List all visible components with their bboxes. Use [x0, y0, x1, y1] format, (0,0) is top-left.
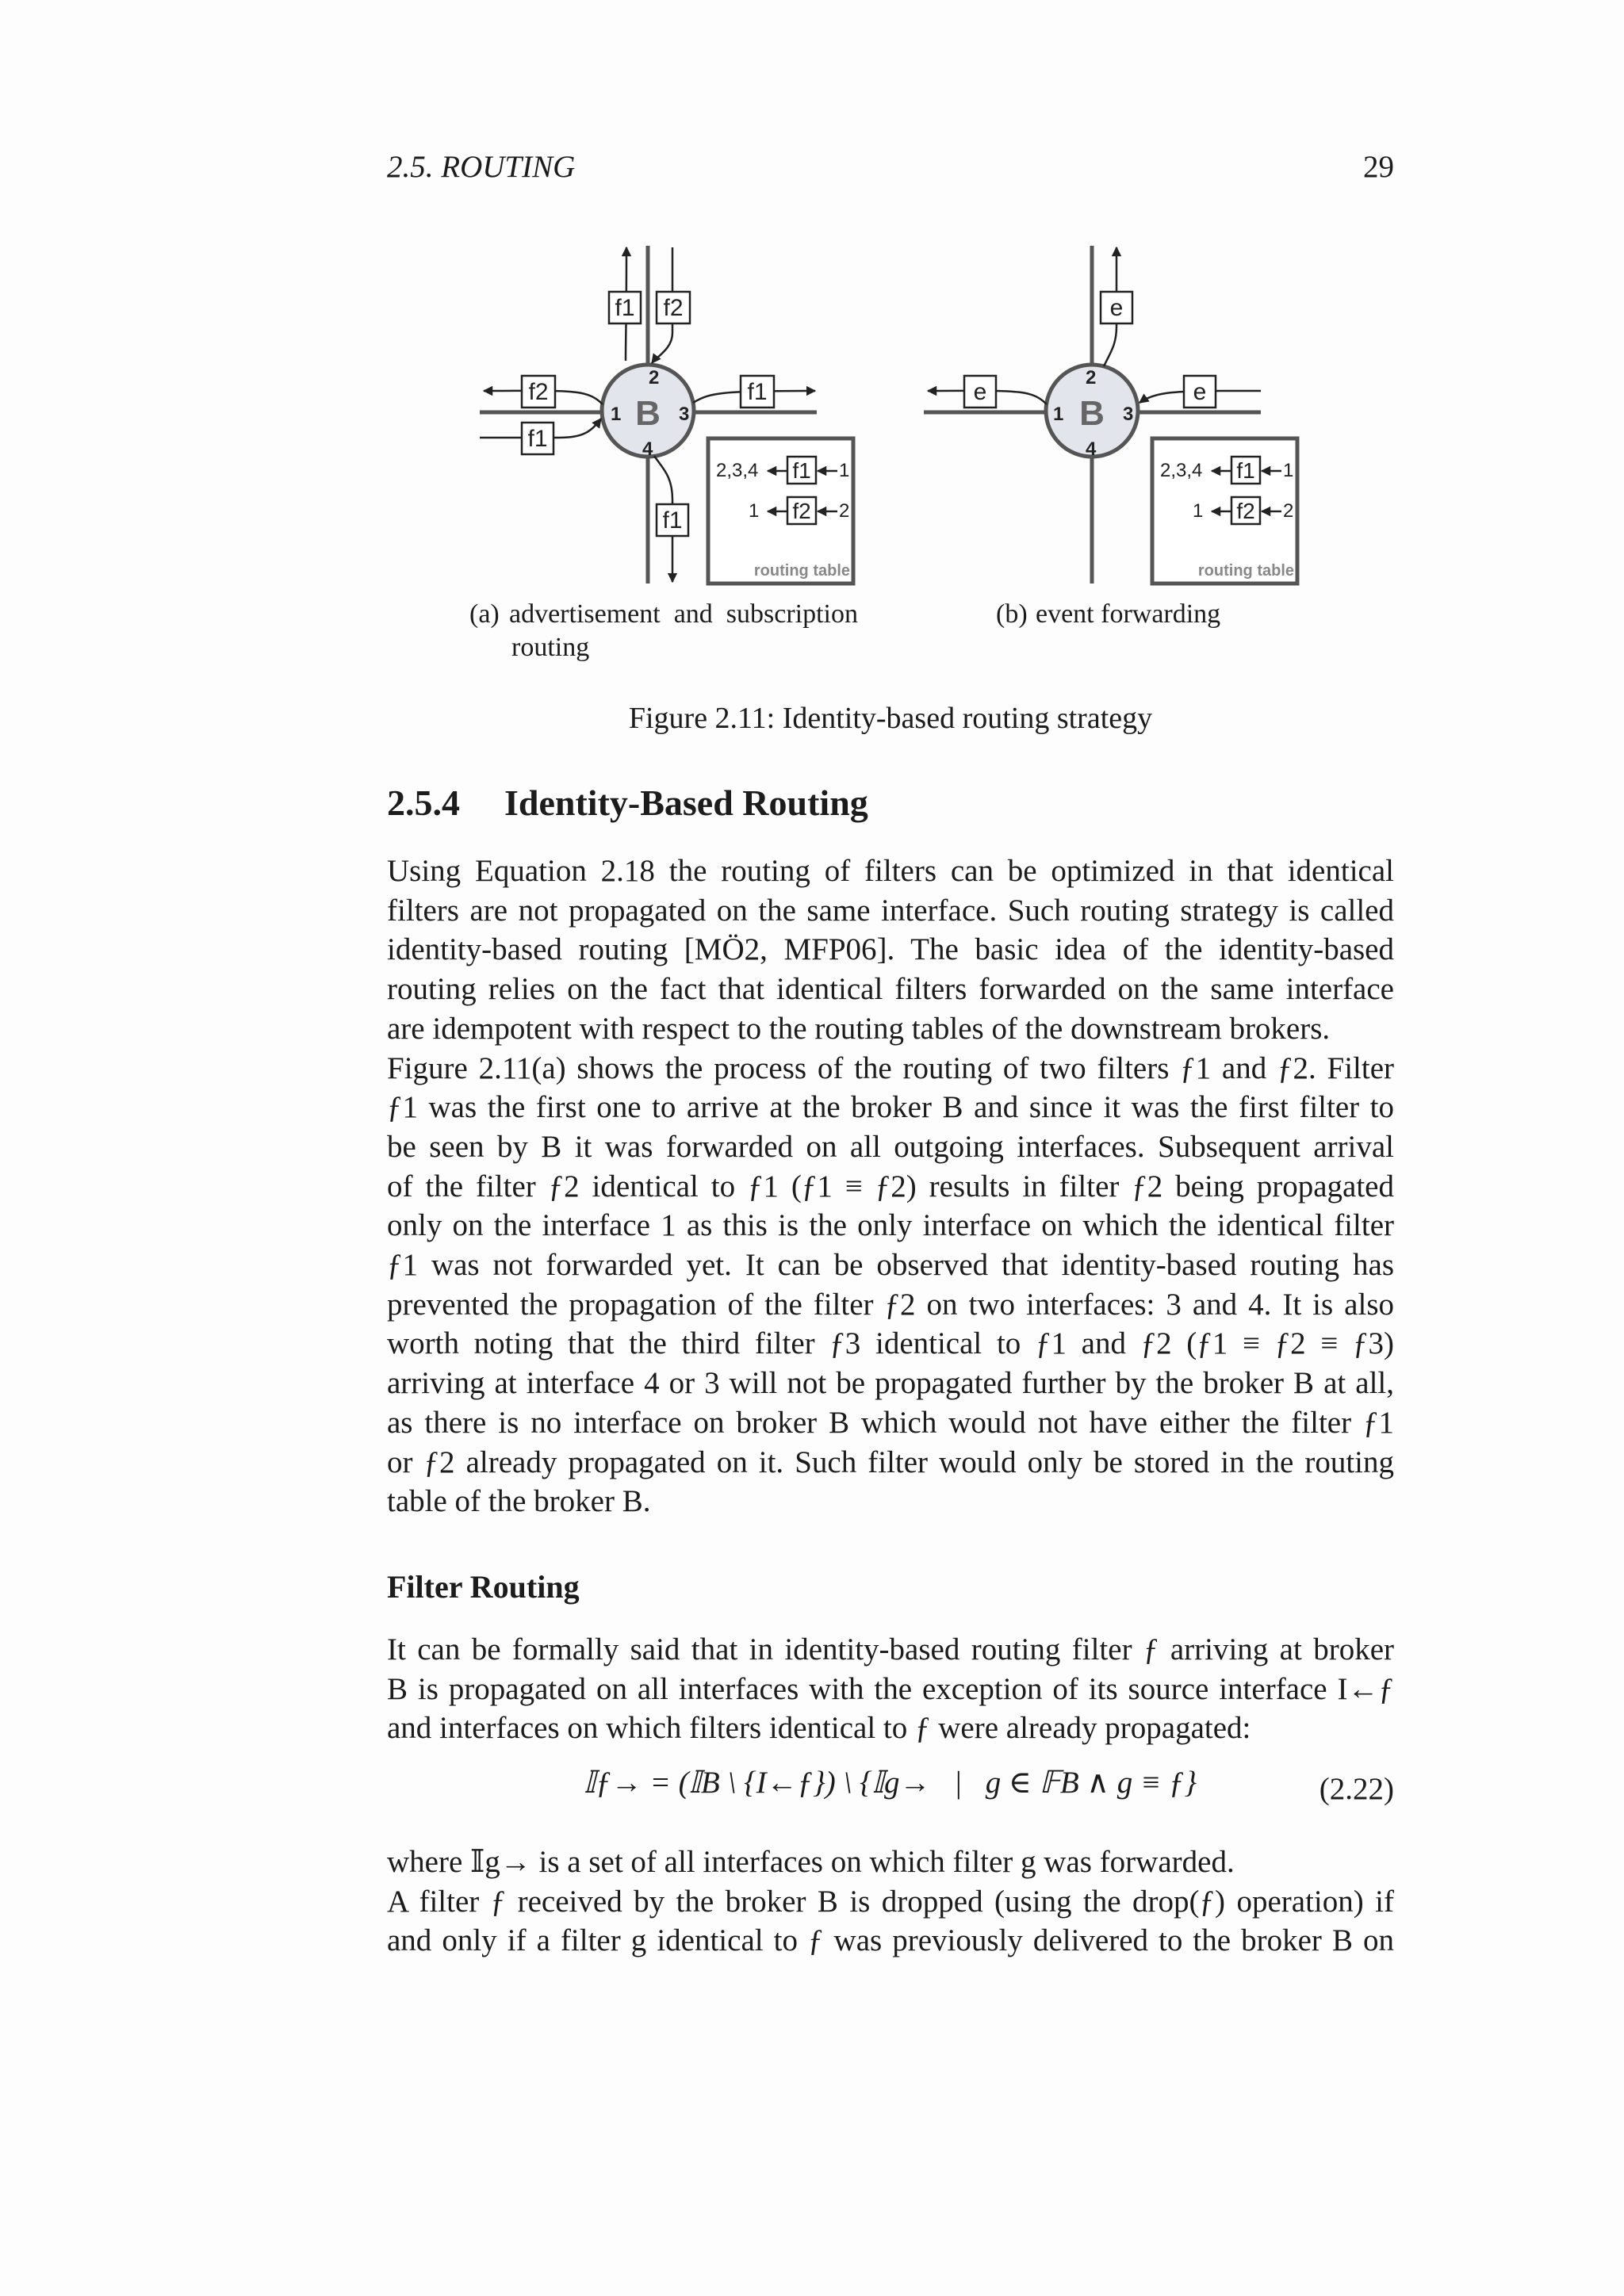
routing-table-title: routing table — [1197, 562, 1294, 580]
subcaption-text: advertisement and subscription — [509, 599, 859, 629]
table-filter: f2 — [792, 499, 811, 523]
text-line: where 𝕀g→ is a set of all interfaces on which filter g was forwarded. — [387, 1845, 1235, 1879]
body-paragraph — [387, 851, 1394, 1521]
text-line: filters are not propagated on the same interface. Such routing strategy is called — [387, 893, 1394, 928]
routing-table-title: routing table — [753, 562, 850, 580]
figure-caption: Figure 2.11: Identity-based routing strategy — [628, 702, 1153, 735]
text-line: table of the broker B. — [387, 1484, 651, 1519]
table-out: 2,3,4 — [716, 460, 759, 481]
message-box: e — [1109, 295, 1124, 321]
table-in: 2 — [839, 500, 850, 522]
table-filter: f1 — [792, 458, 811, 483]
port-label: 1 — [611, 404, 622, 425]
routing-figure — [0, 230, 1624, 603]
port-label: 1 — [1053, 404, 1064, 425]
port-label: 3 — [679, 404, 690, 425]
table-out: 1 — [1193, 500, 1204, 522]
table-in: 2 — [1283, 500, 1294, 522]
text-line: B is propagated on all interfaces with the exception of its source interface I←ƒ — [387, 1671, 1394, 1706]
text-line: or ƒ2 already propagated on it. Such filter would only be stored in the routing — [387, 1445, 1394, 1479]
text-line: A filter ƒ received by the broker B is dropped (using the drop(ƒ) operation) if — [387, 1884, 1394, 1919]
text-line: and only if a filter g identical to ƒ was previously delivered to the broker B on — [387, 1923, 1394, 1958]
text-line: as there is no interface on broker B which would not have either the filter ƒ1 — [387, 1405, 1394, 1440]
page-number: 29 — [1363, 150, 1394, 184]
text-line: prevented the propagation of the filter ƒ2 on two interfaces: 3 and 4. It is also — [387, 1287, 1394, 1322]
broker-label-b: B — [1079, 394, 1105, 433]
text-line: It can be formally said that in identity-based routing filter ƒ arriving at broker — [387, 1632, 1394, 1667]
subcaption-b — [996, 598, 1297, 631]
running-title: 2.5. ROUTING — [387, 150, 576, 184]
text-line: only on the interface 1 as this is the only interface on which the identical filter — [387, 1208, 1394, 1243]
message-box: f1 — [747, 379, 768, 405]
text-line: and interfaces on which filters identical to ƒ were already propagated: — [387, 1711, 1251, 1746]
broker-label-a: B — [635, 394, 661, 433]
text-line: are idempotent with respect to the routing tables of the downstream brokers. — [387, 1011, 1331, 1046]
text-line: be seen by B it was forwarded on all outgoing interfaces. Subsequent arrival — [387, 1129, 1394, 1164]
text-line: Figure 2.11(a) shows the process of the routing of two filters ƒ1 and ƒ2. Filter — [387, 1050, 1394, 1085]
port-label: 4 — [642, 438, 653, 460]
message-box: f2 — [663, 295, 684, 321]
message-box: e — [973, 379, 987, 405]
text-line: Using Equation 2.18 the routing of filters can be optimized in that identical — [387, 854, 1394, 888]
body-paragraph — [387, 1630, 1394, 1748]
table-filter: f1 — [1236, 458, 1255, 483]
body-paragraph — [387, 1843, 1394, 1961]
subcaption-label: (b) — [996, 599, 1028, 629]
section-title: Identity-Based Routing — [504, 783, 868, 823]
message-box: f1 — [527, 426, 548, 452]
message-box: f1 — [615, 295, 635, 321]
text-line: of the filter ƒ2 identical to ƒ1 (ƒ1 ≡ ƒ2) results in filter ƒ2 being propagated — [387, 1169, 1394, 1203]
text-line: ƒ1 was not forwarded yet. It can be observed that identity-based routing has — [387, 1248, 1394, 1283]
running-head — [387, 149, 1394, 189]
port-label: 4 — [1086, 438, 1097, 460]
subcaption-a — [469, 598, 882, 664]
table-in: 1 — [839, 460, 850, 481]
port-label: 3 — [1123, 404, 1134, 425]
text-line: worth noting that the third filter ƒ3 identical to ƒ1 and ƒ2 (ƒ1 ≡ ƒ2 ≡ ƒ3) — [387, 1326, 1394, 1361]
table-in: 1 — [1283, 460, 1294, 481]
subcaption-text: event forwarding — [1036, 599, 1221, 629]
message-box: f1 — [662, 507, 683, 534]
table-filter: f2 — [1236, 499, 1255, 523]
panel-a-diagram — [480, 246, 853, 584]
message-box: e — [1193, 379, 1207, 405]
text-line: arriving at interface 4 or 3 will not be propagated further by the broker B at all, — [387, 1366, 1394, 1401]
table-out: 2,3,4 — [1160, 460, 1203, 481]
text-line: ƒ1 was the first one to arrive at the broker B and since it was the first filter to — [387, 1090, 1394, 1125]
port-label: 2 — [649, 367, 660, 388]
subcaption-label: (a) — [469, 599, 500, 629]
message-box: f2 — [528, 379, 549, 405]
subsection-heading: Filter Routing — [387, 1569, 580, 1605]
table-out: 1 — [749, 500, 760, 522]
equation — [387, 1758, 1394, 1814]
text-line: identity-based routing [MÖ2, MFP06]. The basic idea of the identity-based — [387, 932, 1394, 967]
panel-b-diagram — [924, 246, 1297, 584]
equation-number: (2.22) — [1319, 1772, 1394, 1806]
section-number: 2.5.4 — [387, 783, 460, 823]
subcaption-text: routing — [511, 633, 590, 662]
port-label: 2 — [1086, 367, 1097, 388]
text-line: routing relies on the fact that identical filters forwarded on the same interface — [387, 972, 1394, 1007]
equation-body: 𝕀ƒ→ = (𝕀B \ {I←ƒ}) \ {𝕀g→ | g ∈ 𝔽B ∧ g ≡ ƒ} — [584, 1766, 1197, 1800]
section-heading — [387, 782, 1394, 824]
